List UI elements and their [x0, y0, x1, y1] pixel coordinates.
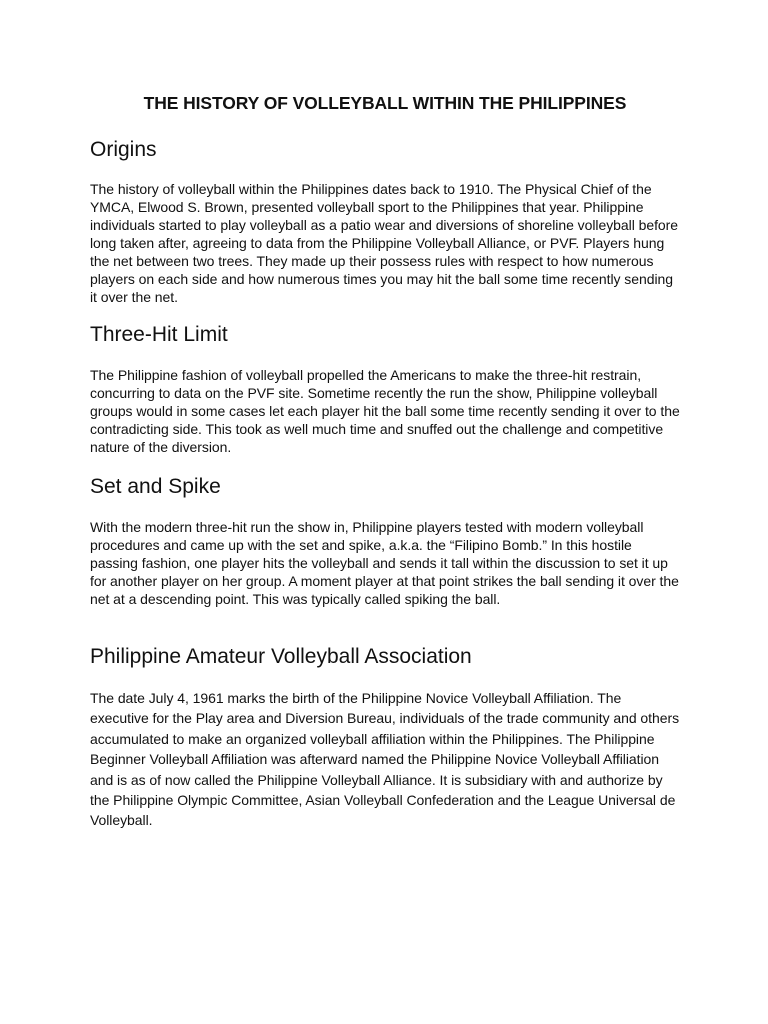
section-body: The history of volleyball within the Philippines dates back to 1910. The Physical Chief of the YMCA, Elwood S. Brown, presented volleyball sport to the Philippines that year. Philippine individuals started to play volleyball as a patio wear and diversions of shoreline volleyball before long taken after, agreeing to data from the Philippine Volleyball Alliance, or PVF. Players hung the net between two trees. They made up their possess rules with respect to how numerous players on each side and how numerous times you may hit the ball some time recently sending it over the net. [90, 181, 679, 305]
section-origins [90, 137, 680, 306]
section-heading: Philippine Amateur Volleyball Association [90, 645, 472, 668]
section-heading: Three-Hit Limit [90, 323, 228, 346]
section-set-and-spike [90, 474, 680, 608]
section-body: With the modern three-hit run the show in, Philippine players tested with modern volleyball procedures and came up with the set and spike, a.k.a. the “Filipino Bomb.” In this hostile passing fashion, one player hits the volleyball and sends it tall within the discussion to set it up for another player on her group. A moment player at that point strikes the ball sending it over the net at a descending point. This was typically called spiking the ball. [90, 519, 679, 607]
section-body: The date July 4, 1961 marks the birth of the Philippine Novice Volleyball Affiliation. The executive for the Play area and Diversion Bureau, individuals of the trade community and others accumulated to make an organized volleyball affiliation within the Philippines. The Philippine Beginner Volleyball Affiliation was afterward named the Philippine Novice Volleyball Affiliation and is as of now called the Philippine Volleyball Alliance. It is subsidiary with and authorize by the Philippine Olympic Committee, Asian Volleyball Confederation and the League Universal de Volleyball. [90, 690, 680, 829]
section-heading: Set and Spike [90, 475, 221, 498]
section-body: The Philippine fashion of volleyball propelled the Americans to make the three-hit restrain, concurring to data on the PVF site. Sometime recently the run the show, Philippine volleyball groups would in some cases let each player hit the ball some time recently sending it over to the contradicting side. This took as well much time and snuffed out the challenge and competitive nature of the diversion. [90, 367, 680, 455]
document-title: THE HISTORY OF VOLLEYBALL WITHIN THE PHILIPPINES [143, 93, 627, 113]
section-pava [90, 644, 680, 831]
section-heading: Origins [90, 138, 157, 161]
section-three-hit-limit [90, 322, 680, 456]
